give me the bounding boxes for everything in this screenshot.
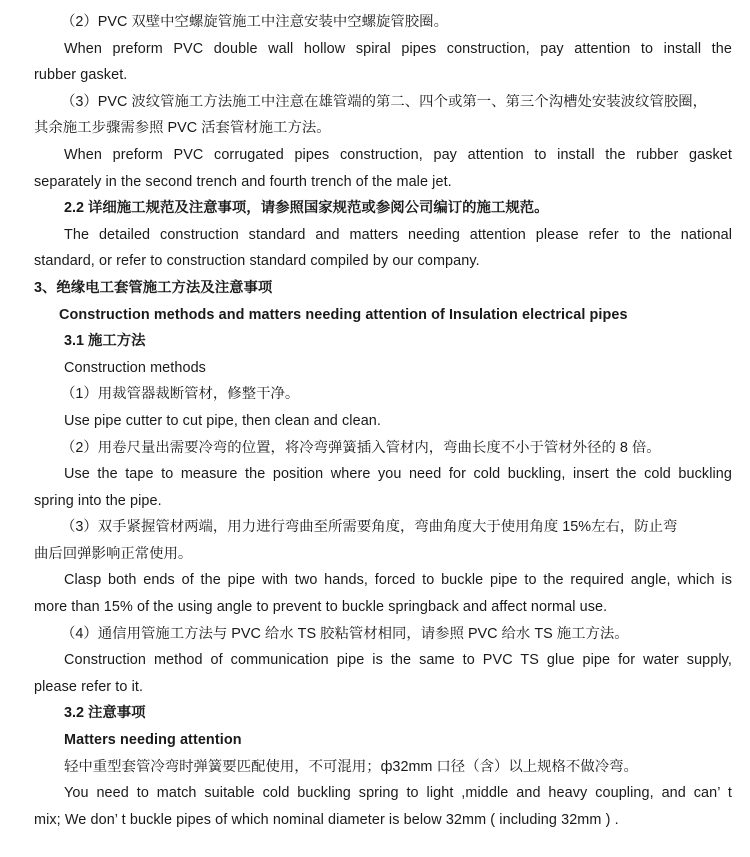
step-1-cn: （1）用裁管器裁断管材，修整干净。 xyxy=(61,386,300,403)
item-2-en-line1: When preform PVC double wall hollow spiral pipes construction, pay attention to install the xyxy=(64,40,732,57)
note-en-line1: You need to match suitable cold buckling spring to light ,middle and heavy coupling, and can’ t xyxy=(64,785,732,802)
step-3-en-line2: more than 15% of the using angle to prevent to buckle springback and affect normal use. xyxy=(34,599,608,616)
note-cn: 轻中重型套管冷弯时弹簧要匹配使用，不可混用；ф32mm 口径（含）以上规格不做冷弯。 xyxy=(64,758,638,775)
step-4-en-line2: please refer to it. xyxy=(34,678,144,695)
section-3-2-heading: 3.2 注意事项 xyxy=(64,705,146,722)
item-2-cn: （2）PVC 双壁中空螺旋管施工中注意安装中空螺旋管胶圈。 xyxy=(61,14,448,30)
section-3-1-en: Construction methods xyxy=(64,359,206,376)
item-3-en-line2: separately in the second trench and fourth trench of the male jet. xyxy=(34,173,452,190)
step-2-en-line2: spring into the pipe. xyxy=(34,492,162,509)
item-3-en-line1: When preform PVC corrugated pipes construction, pay attention to install the rubber gasket xyxy=(64,146,732,163)
section-3-1-heading: 3.1 施工方法 xyxy=(64,333,146,350)
item-2-en-line2: rubber gasket. xyxy=(34,67,128,84)
section-3-title-en: Construction methods and matters needing attention of Insulation electrical pipes xyxy=(59,306,628,323)
section-2-2-heading: 2.2 详细施工规范及注意事项，请参照国家规范或参阅公司编订的施工规范。 xyxy=(64,200,549,217)
step-2-en-line1: Use the tape to measure the position where you need for cold buckling, insert the cold buckling xyxy=(64,466,732,483)
item-3-cn-line1: （3）PVC 波纹管施工方法施工中注意在雄管端的第二、四个或第一、第三个沟槽处安装波纹管胶圈， xyxy=(61,93,708,110)
step-4-en-line1: Construction method of communication pipe is the same to PVC TS glue pipe for water supply, xyxy=(64,652,732,669)
step-3-cn-line1: （3）双手紧握管材两端，用力进行弯曲至所需要角度，弯曲角度大于使用角度 15%左右，防止弯 xyxy=(61,519,678,536)
section-3-title-cn: 3、绝缘电工套管施工方法及注意事项 xyxy=(34,279,273,296)
step-3-cn-line2: 曲后回弹影响正常使用。 xyxy=(34,545,193,562)
section-2-2-en-line2: standard, or refer to construction standard compiled by our company. xyxy=(34,253,480,270)
note-en-line2: mix; We don’ t buckle pipes of which nominal diameter is below 32mm ( including 32mm ) . xyxy=(34,811,619,828)
section-2-2-en-line1: The detailed construction standard and matters needing attention please refer to the national xyxy=(64,226,732,243)
step-1-en: Use pipe cutter to cut pipe, then clean and clean. xyxy=(64,412,381,429)
step-3-en-line1: Clasp both ends of the pipe with two hands, forced to buckle pipe to the required angle, which is xyxy=(64,572,732,589)
item-3-cn-line2: 其余施工步骤需参照 PVC 活套管材施工方法。 xyxy=(34,120,331,137)
section-3-2-en: Matters needing attention xyxy=(64,732,242,749)
step-2-cn: （2）用卷尺量出需要冷弯的位置，将冷弯弹簧插入管材内，弯曲长度不小于管材外径的 8 倍。 xyxy=(61,439,661,456)
step-4-cn: （4）通信用管施工方法与 PVC 给水 TS 胶粘管材相同，请参照 PVC 给水 TS 施工方法。 xyxy=(61,625,629,642)
